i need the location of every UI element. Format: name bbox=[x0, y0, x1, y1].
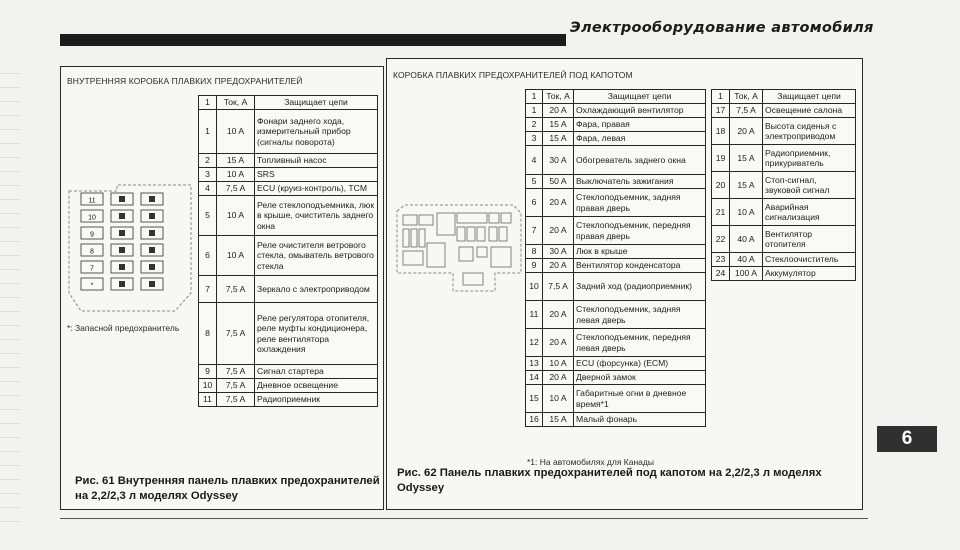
fuse-amperage: 30 A bbox=[543, 146, 574, 175]
fuse-circuit: Стеклоподъемник, передняя правая дверь bbox=[574, 217, 706, 245]
fuse-number: 8 bbox=[199, 303, 217, 365]
fuse-number: 7 bbox=[526, 217, 543, 245]
fuse-number: 19 bbox=[712, 145, 730, 172]
column-header-circuits: Защищает цепи bbox=[574, 90, 706, 104]
fuse-amperage: 100 A bbox=[730, 267, 763, 281]
table-row bbox=[526, 357, 706, 371]
table-row bbox=[526, 217, 706, 245]
fuse-number: 4 bbox=[199, 182, 217, 196]
fuse-amperage: 7,5 A bbox=[730, 104, 763, 118]
fuse-amperage: 15 A bbox=[730, 145, 763, 172]
table-row bbox=[712, 226, 856, 253]
fuse-circuit: Фонари заднего хода, измерительный прибор (сигналы поворота) bbox=[255, 110, 378, 154]
fuse-circuit: Стеклоподъемник, задняя левая дверь bbox=[574, 301, 706, 329]
fuse-amperage: 10 A bbox=[730, 199, 763, 226]
under-hood-fuse-box-diagram bbox=[395, 203, 523, 293]
fuse-amperage: 15 A bbox=[543, 118, 574, 132]
table-row bbox=[526, 189, 706, 217]
fuse-slot-marker bbox=[119, 264, 125, 270]
fuse-slot-marker bbox=[119, 247, 125, 253]
fuse-amperage: 7,5 A bbox=[217, 365, 255, 379]
table-row bbox=[199, 236, 378, 276]
fuse-amperage: 10 A bbox=[217, 236, 255, 276]
figure-61-caption: Рис. 61 Внутренняя панель плавких предохранителей на 2,2/2,3 л моделях Odyssey bbox=[75, 475, 380, 502]
figure-61-panel bbox=[60, 66, 384, 510]
table-row bbox=[712, 253, 856, 267]
fuse-circuit: Люк в крыше bbox=[574, 245, 706, 259]
fuse-circuit: Сигнал стартера bbox=[255, 365, 378, 379]
fuse-slot-marker bbox=[119, 281, 125, 287]
fuse-circuit: Выключатель зажигания bbox=[574, 175, 706, 189]
column-header-amperage: Ток, А bbox=[543, 90, 574, 104]
fuse-circuit: Стеклоочиститель bbox=[763, 253, 856, 267]
fuse-slot-label: 9 bbox=[90, 231, 94, 239]
table-row bbox=[712, 199, 856, 226]
fuse-amperage: 7,5 A bbox=[217, 303, 255, 365]
fuse-circuit: Радиоприемник bbox=[255, 393, 378, 407]
fuse-circuit: Стеклоподъемник, передняя левая дверь bbox=[574, 329, 706, 357]
fuse-number: 3 bbox=[526, 132, 543, 146]
fuse-amperage: 10 A bbox=[543, 357, 574, 371]
fuse-slot-label: * bbox=[90, 282, 94, 290]
table-row bbox=[526, 413, 706, 427]
fuse-amperage: 50 A bbox=[543, 175, 574, 189]
fuse-amperage: 15 A bbox=[730, 172, 763, 199]
fuse-number: 24 bbox=[712, 267, 730, 281]
fuse-number: 1 bbox=[526, 104, 543, 118]
fuse-number: 10 bbox=[199, 379, 217, 393]
fuse-amperage: 10 A bbox=[217, 196, 255, 236]
fuse-slot-marker bbox=[149, 264, 155, 270]
column-header-number: 1 bbox=[712, 90, 730, 104]
fuse-slot-label: 8 bbox=[90, 248, 94, 256]
fuse-amperage: 7,5 A bbox=[217, 182, 255, 196]
fuse-circuit: Топливный насос bbox=[255, 154, 378, 168]
fuse-slot-marker bbox=[119, 213, 125, 219]
fuse-circuit: Зеркало с электроприводом bbox=[255, 276, 378, 303]
fuse-circuit: SRS bbox=[255, 168, 378, 182]
fuse-amperage: 40 A bbox=[730, 226, 763, 253]
table-row bbox=[199, 154, 378, 168]
fuse-amperage: 40 A bbox=[730, 253, 763, 267]
fuse-amperage: 15 A bbox=[543, 413, 574, 427]
table-row bbox=[526, 175, 706, 189]
table-row bbox=[712, 267, 856, 281]
fuse-slot-marker bbox=[149, 281, 155, 287]
fuse-circuit: Дверной замок bbox=[574, 371, 706, 385]
fuse-number: 3 bbox=[199, 168, 217, 182]
fuse-circuit: ECU (форсунка) (ECM) bbox=[574, 357, 706, 371]
fuse-circuit: Задний ход (радиоприемник) bbox=[574, 273, 706, 301]
figure-61-fuse-table bbox=[198, 95, 378, 407]
fuse-number: 14 bbox=[526, 371, 543, 385]
header-rule bbox=[60, 34, 566, 46]
fuse-number: 20 bbox=[712, 172, 730, 199]
fuse-slot-label: 10 bbox=[88, 214, 96, 222]
fuse-amperage: 10 A bbox=[217, 110, 255, 154]
figure-62-note: *1: На автомобилях для Канады bbox=[527, 457, 654, 467]
figure-62-fuse-table-17-24 bbox=[711, 89, 856, 281]
fuse-circuit: Реле очистителя ветрового стекла, омыватель ветрового стекла bbox=[255, 236, 378, 276]
fuse-circuit: ECU (круиз-контроль), TCM bbox=[255, 182, 378, 196]
table-header-row bbox=[526, 90, 706, 104]
fuse-amperage: 20 A bbox=[543, 217, 574, 245]
fuse-amperage: 7,5 A bbox=[217, 393, 255, 407]
table-row bbox=[199, 379, 378, 393]
fuse-circuit: Малый фонарь bbox=[574, 413, 706, 427]
column-header-number: 1 bbox=[199, 96, 217, 110]
fuse-circuit: Вентилятор конденсатора bbox=[574, 259, 706, 273]
fuse-number: 5 bbox=[199, 196, 217, 236]
fuse-amperage: 7,5 A bbox=[217, 379, 255, 393]
fuse-amperage: 20 A bbox=[543, 371, 574, 385]
fuse-number: 5 bbox=[526, 175, 543, 189]
table-row bbox=[526, 329, 706, 357]
fuse-circuit: Стоп-сигнал, звуковой сигнал bbox=[763, 172, 856, 199]
fuse-amperage: 15 A bbox=[217, 154, 255, 168]
table-row bbox=[712, 118, 856, 145]
figure-62-panel bbox=[386, 58, 863, 510]
figure-62-heading: КОРОБКА ПЛАВКИХ ПРЕДОХРАНИТЕЛЕЙ ПОД КАПОТОМ bbox=[393, 70, 633, 80]
table-row bbox=[526, 385, 706, 413]
fuse-number: 7 bbox=[199, 276, 217, 303]
fuse-circuit: Охлаждающий вентилятор bbox=[574, 104, 706, 118]
table-row bbox=[526, 301, 706, 329]
fuse-amperage: 7,5 A bbox=[543, 273, 574, 301]
table-row bbox=[199, 303, 378, 365]
table-row bbox=[526, 104, 706, 118]
fuse-circuit: Вентилятор отопителя bbox=[763, 226, 856, 253]
fuse-number: 12 bbox=[526, 329, 543, 357]
fuse-circuit: Реле регулятора отопителя, реле муфты кондиционера, реле вентилятора охлаждения bbox=[255, 303, 378, 365]
column-header-number: 1 bbox=[526, 90, 543, 104]
figure-61-heading: ВНУТРЕННЯЯ КОРОБКА ПЛАВКИХ ПРЕДОХРАНИТЕЛЕЙ bbox=[67, 76, 303, 86]
fuse-number: 6 bbox=[526, 189, 543, 217]
fuse-amperage: 20 A bbox=[543, 189, 574, 217]
table-row bbox=[526, 371, 706, 385]
figure-61-note: *: Запасной предохранитель bbox=[67, 323, 180, 333]
page-edge-margin bbox=[0, 60, 20, 530]
fuse-slot-marker bbox=[149, 230, 155, 236]
fuse-circuit: Аварийная сигнализация bbox=[763, 199, 856, 226]
fuse-number: 15 bbox=[526, 385, 543, 413]
fuse-number: 9 bbox=[526, 259, 543, 273]
fuse-amperage: 30 A bbox=[543, 245, 574, 259]
fuse-amperage: 7,5 A bbox=[217, 276, 255, 303]
table-row bbox=[199, 393, 378, 407]
fuse-number: 1 bbox=[199, 110, 217, 154]
table-row bbox=[526, 118, 706, 132]
fuse-number: 18 bbox=[712, 118, 730, 145]
fuse-slot-label: 7 bbox=[90, 265, 94, 273]
chapter-tab: 6 bbox=[877, 426, 937, 452]
column-header-amperage: Ток, А bbox=[730, 90, 763, 104]
fuse-circuit: Обогреватель заднего окна bbox=[574, 146, 706, 175]
fuse-amperage: 10 A bbox=[217, 168, 255, 182]
fuse-circuit: Радиоприемник, прикуриватель bbox=[763, 145, 856, 172]
table-row bbox=[199, 196, 378, 236]
table-row bbox=[199, 182, 378, 196]
fuse-circuit: Высота сиденья с электроприводом bbox=[763, 118, 856, 145]
fuse-circuit: Габаритные огни в дневное время*1 bbox=[574, 385, 706, 413]
fuse-number: 13 bbox=[526, 357, 543, 371]
table-row bbox=[199, 110, 378, 154]
fuse-number: 4 bbox=[526, 146, 543, 175]
table-row bbox=[712, 104, 856, 118]
fuse-slot-marker bbox=[119, 196, 125, 202]
fuse-number: 21 bbox=[712, 199, 730, 226]
fuse-circuit: Фара, правая bbox=[574, 118, 706, 132]
table-row bbox=[199, 365, 378, 379]
fuse-number: 2 bbox=[526, 118, 543, 132]
fuse-circuit: Освещение салона bbox=[763, 104, 856, 118]
table-row bbox=[526, 259, 706, 273]
figure-62-fuse-table-1-16 bbox=[525, 89, 706, 427]
fuse-circuit: Дневное освещение bbox=[255, 379, 378, 393]
fuse-number: 11 bbox=[526, 301, 543, 329]
table-row bbox=[199, 168, 378, 182]
table-header-row bbox=[199, 96, 378, 110]
fuse-number: 11 bbox=[199, 393, 217, 407]
fuse-amperage: 10 A bbox=[543, 385, 574, 413]
fuse-number: 2 bbox=[199, 154, 217, 168]
fuse-amperage: 20 A bbox=[730, 118, 763, 145]
table-row bbox=[199, 276, 378, 303]
table-header-row bbox=[712, 90, 856, 104]
fuse-number: 22 bbox=[712, 226, 730, 253]
fuse-number: 10 bbox=[526, 273, 543, 301]
table-row bbox=[712, 172, 856, 199]
fuse-amperage: 20 A bbox=[543, 301, 574, 329]
fuse-circuit: Стеклоподъемник, задняя правая дверь bbox=[574, 189, 706, 217]
fuse-number: 23 bbox=[712, 253, 730, 267]
column-header-circuits: Защищает цепи bbox=[255, 96, 378, 110]
fuse-amperage: 20 A bbox=[543, 259, 574, 273]
table-row bbox=[526, 146, 706, 175]
fuse-number: 16 bbox=[526, 413, 543, 427]
fuse-slot-marker bbox=[149, 247, 155, 253]
column-header-amperage: Ток, А bbox=[217, 96, 255, 110]
fuse-slot-marker bbox=[149, 196, 155, 202]
fuse-number: 9 bbox=[199, 365, 217, 379]
fuse-slot-marker bbox=[119, 230, 125, 236]
table-row bbox=[712, 145, 856, 172]
fuse-circuit: Аккумулятор bbox=[763, 267, 856, 281]
table-row bbox=[526, 245, 706, 259]
page-header-title: Электрооборудование автомобиля bbox=[570, 20, 874, 36]
fuse-amperage: 15 A bbox=[543, 132, 574, 146]
fuse-amperage: 20 A bbox=[543, 104, 574, 118]
interior-fuse-box-diagram bbox=[67, 183, 193, 313]
fuse-number: 17 bbox=[712, 104, 730, 118]
footer-rule bbox=[60, 518, 868, 519]
fuse-circuit: Реле стеклоподъемника, люк в крыше, очиститель заднего окна bbox=[255, 196, 378, 236]
table-row bbox=[526, 132, 706, 146]
column-header-circuits: Защищает цепи bbox=[763, 90, 856, 104]
fuse-number: 6 bbox=[199, 236, 217, 276]
figure-62-caption: Рис. 62 Панель плавких предохранителей под капотом на 2,2/2,3 л моделях Odyssey bbox=[397, 467, 822, 494]
fuse-slot-marker bbox=[149, 213, 155, 219]
table-row bbox=[526, 273, 706, 301]
fuse-amperage: 20 A bbox=[543, 329, 574, 357]
fuse-circuit: Фара, левая bbox=[574, 132, 706, 146]
fuse-slot-label: 11 bbox=[88, 197, 96, 205]
fuse-number: 8 bbox=[526, 245, 543, 259]
